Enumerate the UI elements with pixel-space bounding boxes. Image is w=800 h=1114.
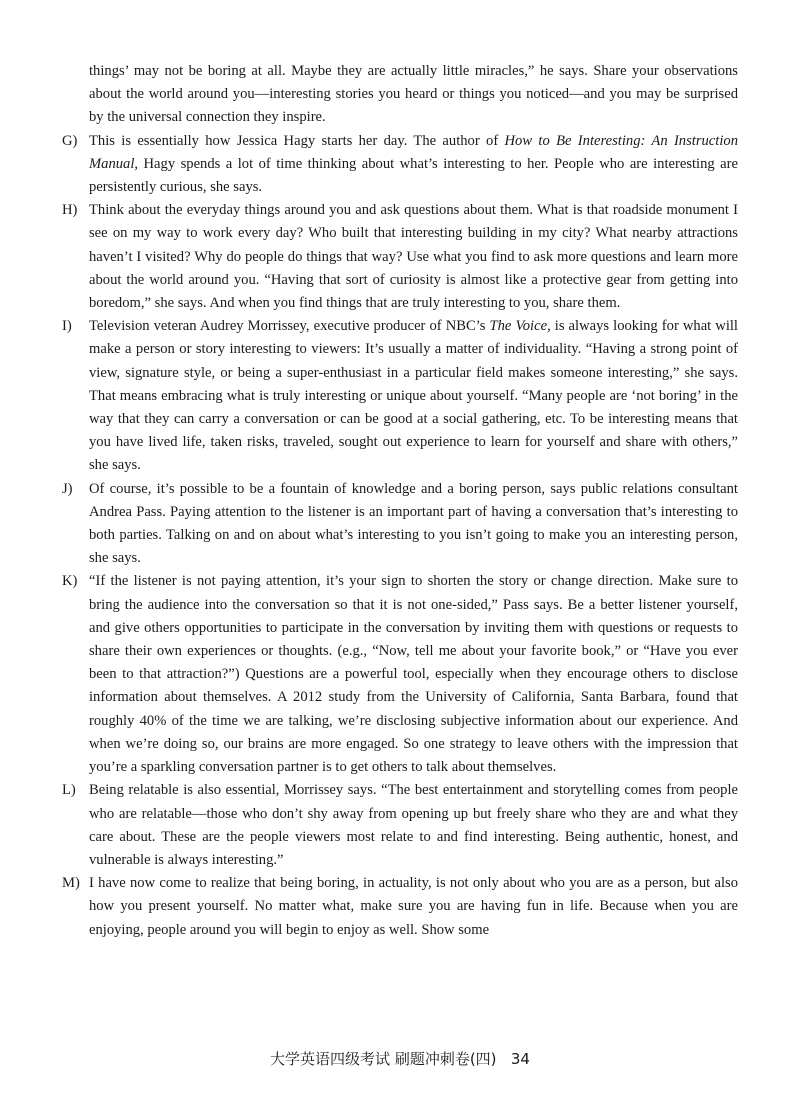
paragraph-label: G)	[62, 132, 78, 149]
paragraph-continued	[62, 60, 738, 130]
footer-title: 大学英语四级考试 刷题冲刺卷(四)	[270, 1050, 497, 1068]
paragraph-text: “If the listener is not paying attention, it’s your sign to shorten the story or change direction. Make sure to bring the audience into the conversation so that it is not one-sided,” Pass says. Be a better listener yourself, and give others opportunities to participate in the conversation by inviting them with questions or requests to share their own experiences or thoughts. (e.g., “Now, tell me about your favorite book,” or “Have you ever been to that attraction?”) Questions are a powerful tool, especially when they encourage others to disclose information about themselves. A 2012 study from the University of California, Santa Barbara, found that roughly 40% of the time we are talking, we’re disclosing subjective information about our experience. And when we’re doing so, our brains are more engaged. So one strategy to leave others with the impression that you’re a sparkling conversation partner is to get others to talk about themselves.	[89, 573, 738, 776]
paragraph-text: Think about the everyday things around you and ask questions about them. What is that roadside monument I see on my way to work every day? Who built that interesting building in my city? What nearby attractions haven’t I visited? Why do people do things that way? Use what you find to ask more questions and learn more about the world around you. “Having that sort of curiosity is almost like a protective gear from getting into boredom,” she says. And when you find things that are truly interesting to you, share them.	[89, 202, 738, 312]
paragraph-label: M)	[62, 875, 80, 892]
paragraph-label: H)	[62, 202, 78, 219]
paragraph-text: Television veteran Audrey Morrissey, executive producer of NBC’s	[89, 318, 490, 335]
paragraph-i	[62, 315, 738, 477]
paragraph-label: L)	[62, 782, 76, 799]
page-footer	[0, 1048, 800, 1069]
paragraph-j	[62, 478, 738, 571]
book-title: How to Be Interesting: An Instruction Manual	[89, 132, 738, 172]
paragraph-text: This is essentially how Jessica Hagy starts her day. The author of	[89, 132, 505, 149]
paragraph-label: J)	[62, 480, 73, 497]
paragraph-text: Of course, it’s possible to be a fountain of knowledge and a boring person, says public relations consultant Andrea Pass. Paying attention to the listener is an important part of having a conversation that’s interesting to both parties. Talking on and on about what’s interesting to you isn’t going to make you an interesting person, she says.	[89, 480, 738, 567]
paragraph-h	[62, 199, 738, 315]
paragraph-m	[62, 872, 738, 942]
paragraph-l	[62, 779, 738, 872]
paragraph-text: Being relatable is also essential, Morrissey says. “The best entertainment and storytelling comes from people who are relatable—those who don’t shy away from opening up but freely share who they are and what they care about. These are the people viewers most relate to and find interesting. Being authentic, honest, and vulnerable is always interesting.”	[89, 782, 738, 868]
page-number: 34	[510, 1050, 530, 1068]
paragraph-k	[62, 570, 738, 779]
show-title: The Voice	[489, 318, 548, 335]
paragraph-text: things’ may not be boring at all. Maybe they are actually little miracles,” he says. Share your observations about the world around you—interesting stories you heard or things you noticed—and you may be surprised by the universal connection they inspire.	[89, 63, 738, 126]
paragraph-text: , Hagy spends a lot of time thinking about what’s interesting to her. People who are interesting are persistently curious, she says.	[89, 155, 738, 196]
paragraph-g	[62, 130, 738, 200]
paragraph-text: I have now come to realize that being boring, in actuality, is not only about who you are as a person, but also how you present yourself. No matter what, make sure you are having fun in life. Because when you are enjoying, people around you will begin to enjoy as well. Show some	[89, 875, 738, 938]
paragraph-text: , is always looking for what will make a person or story interesting to viewers: It’s usually a matter of individuality. “Having a strong point of view, signature style, or being a super-enthusiast in a particular field makes someone interesting,” she says. That means embracing what is truly interesting or unique about yourself. “Many people are ‘not boring’ in the way that they can carry a conversation or can be good at a social gathering, etc. To be interesting means that you have lived life, taken risks, traveled, sought out experience to learn for yourself and share with others,” she says.	[89, 318, 738, 474]
paragraph-label: I)	[62, 318, 72, 335]
document-body	[62, 60, 738, 942]
paragraph-label: K)	[62, 573, 78, 590]
